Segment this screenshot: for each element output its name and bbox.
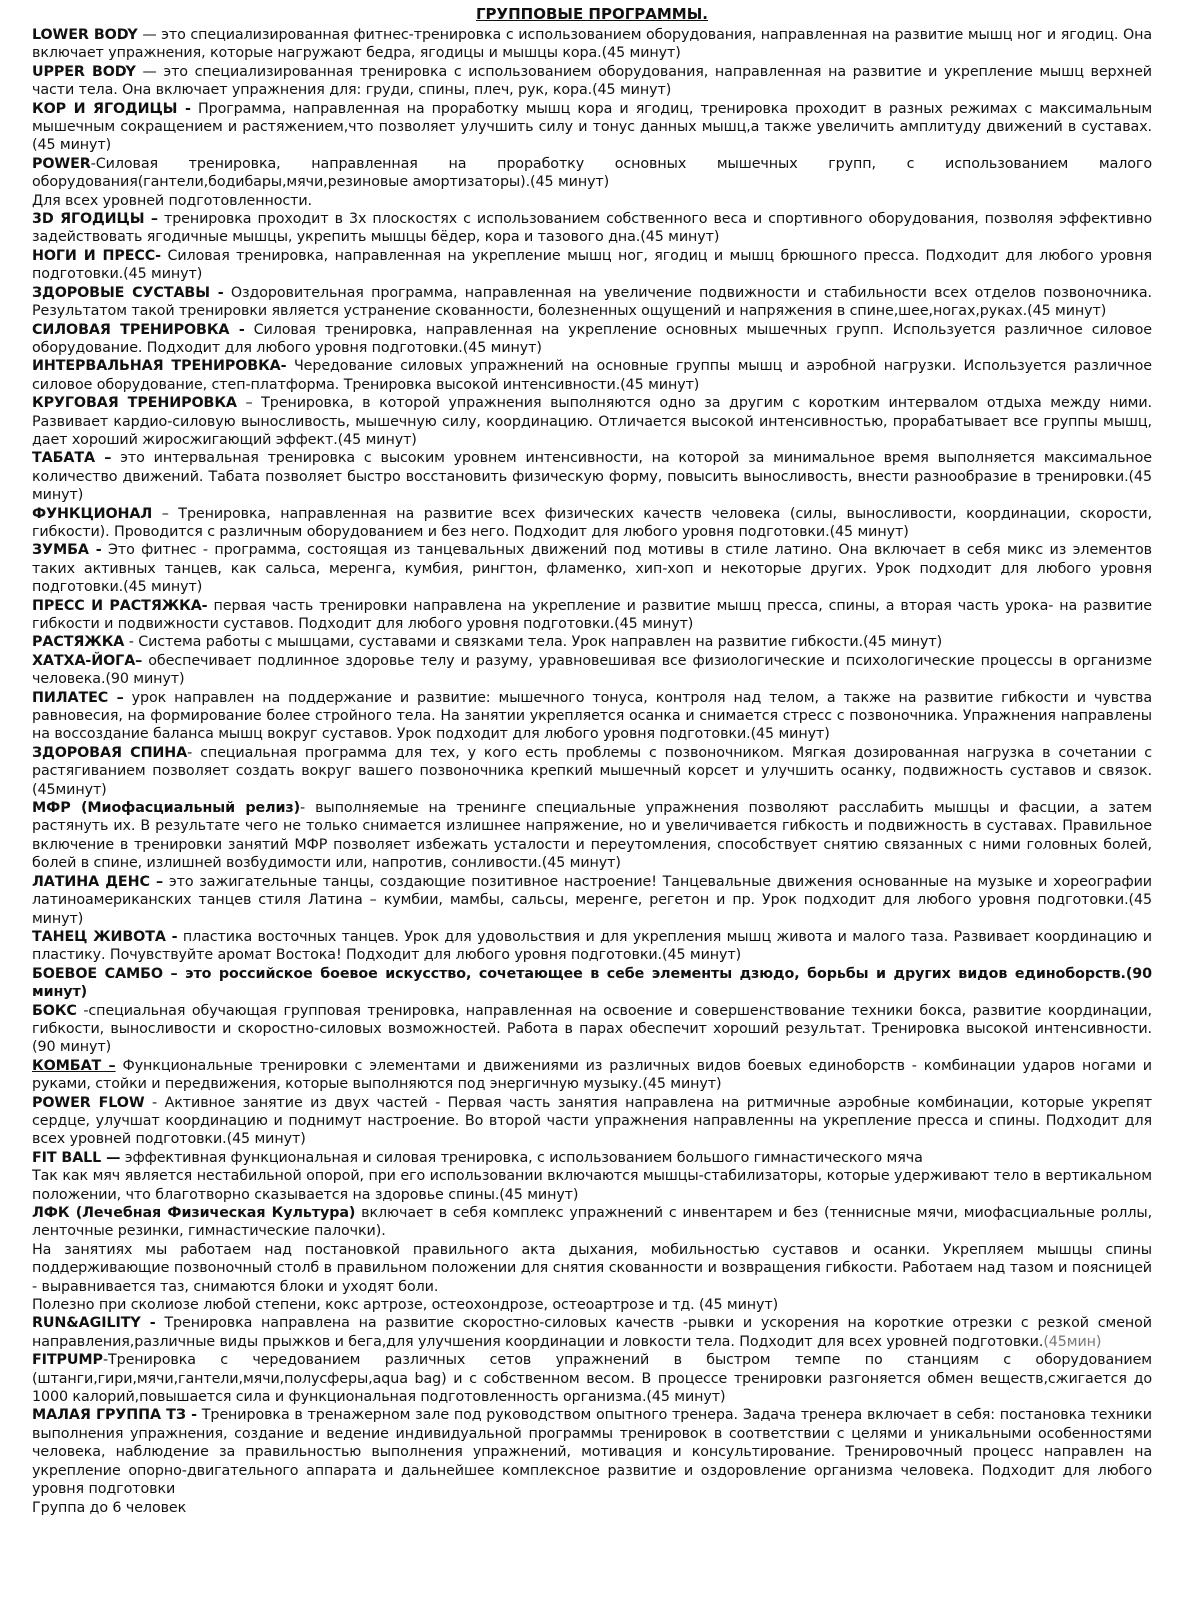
program-name: ПИЛАТЕС – <box>32 689 124 706</box>
program-note: Для всех уровней подготовленности. <box>32 192 312 209</box>
program-duration: (45мин) <box>1043 1333 1102 1350</box>
program-description: — это специализированная тренировка с использованием оборудования, направленная на развитие и укрепление мышц верхней части тела. Она включает упражнения для: груди, спины, плеч, рук, кора.(45 минут) <box>32 63 1152 99</box>
program-entry <box>32 1002 1152 1057</box>
program-name: МФР (Миофасциальный релиз) <box>32 800 301 817</box>
program-entry <box>32 799 1152 873</box>
program-description: Силовая тренировка, направленная на укрепление мышц ног, ягодиц и мышц брюшного пресса. Подходит для любого уровня подготовки.(45 минут) <box>32 247 1152 283</box>
program-entry <box>32 100 1152 155</box>
program-note: Полезно при сколиозе любой степени, кокс артрозе, остеохондрозе, остеоартрозе и тд. (45 минут) <box>32 1297 779 1314</box>
program-name: POWER <box>32 155 91 172</box>
program-description: пластика восточных танцев. Урок для удовольствия и для укрепления мышц живота и малого таза. Развивает координацию и пластику. Почувствуйте аромат Востока! Подходит для любого уровня подготовки.(45 минут) <box>32 928 1152 964</box>
program-name: ТАБАТА – <box>32 450 112 467</box>
program-entry <box>32 1204 1152 1314</box>
program-description: -Тренировка с чередованием различных сетов упражнений в быстром темпе по станциям с оборудованием (штанги,гири,мячи,гантели,мячи,полусферы,aqua bag) и с собственном весом. В процессе тренировки разгоняется обмен веществ,сжигается до 1000 калорий,повышается сила и функциональная подготовленность организма.(45 минут) <box>32 1352 1152 1406</box>
program-note: На занятиях мы работаем над постановкой правильного акта дыхания, мобильностью суставов и осанки. Укрепляем мышцы спины поддерживающие позвоночный столб в правильном положении для снятия скованности и возвращения гибкости. Работаем над тазом и поясницей - выравнивается таз, снимаются блоки и уходят боли. <box>32 1241 1152 1295</box>
program-entry <box>32 744 1152 799</box>
program-list <box>32 26 1152 1517</box>
program-entry <box>32 394 1152 449</box>
program-description: Функциональные тренировки с элементами и движениями из различных видов боевых единоборств - комбинации ударов ногами и руками, стойки и передвижения, которые выполняются под энергичную музыку.(45 минут) <box>32 1057 1152 1093</box>
program-description: -специальная обучающая групповая тренировка, направленная на освоение и совершенствование техники бокса, развитие координации, гибкости, выносливости и скоростно-силовых возможностей. Работа в парах обеспечит хороший результат. Тренировка высокой интенсивности.(90 минут) <box>32 1002 1152 1056</box>
program-name: FIT BALL — <box>32 1149 121 1166</box>
program-description: - выполняемые на тренинге специальные упражнения позволяют расслабить мышцы и фасции, а затем растянуть их. В результате чего не только снимается излишнее напряжение, но и увеличивается гибкость и подвижность в суставах. Правильное включение в тренировки занятий МФР позволяет избежать усталости и переутомления, способствует снятию связанных с ними головных болей, болей в спине, излишней возбудимости или, напротив, сонливости.(45 минут) <box>32 800 1152 872</box>
program-description: Оздоровительная программа, направленная на увеличение подвижности и стабильности всех отделов позвоночника. Результатом такой тренировки является устранение скованности, болезненных ощущений и напряжения в спине,шее,ногах,руках.(45 минут) <box>32 284 1153 320</box>
program-name: НОГИ И ПРЕСС- <box>32 247 161 264</box>
program-name: 3D ЯГОДИЦЫ – <box>32 211 158 228</box>
program-description: Программа, направленная на проработку мышц кора и ягодиц, тренировка проходит в разных режимах с максимальным мышечным сокращением и растяжением,что позволяет улучшить силу и тонус данных мышц,а также увеличить амплитуду движений в суставах.(45 минут) <box>32 100 1153 154</box>
program-name: ПРЕСС И РАСТЯЖКА- <box>32 597 208 614</box>
program-entry <box>32 357 1152 394</box>
program-entry <box>32 284 1152 321</box>
program-name: КОМБАТ – <box>32 1057 116 1074</box>
program-description: – Тренировка, направленная на развитие всех физических качеств человека (силы, выносливости, координации, скорости, гибкости). Проводится с различным оборудованием и без него. Подходит для любого уровня подготовки.(45 минут) <box>32 505 1152 540</box>
program-entry <box>32 449 1152 504</box>
program-entry <box>32 63 1152 100</box>
program-entry <box>32 652 1152 689</box>
program-description: — это специализированная фитнес-тренировка с использованием оборудования, направленная на развитие мышц ног и ягодиц. Она включает упражнения, которые нагружают бедра, ягодицы и мышцы кора.(45 минут) <box>32 27 1153 62</box>
program-description: первая часть тренировки направлена на укрепление и развитие мышц пресса, спины, а вторая часть урока- на развитие гибкости и подвижности суставов. Подходит для любого уровня подготовки.(45 минут) <box>32 597 1152 632</box>
program-description: -Силовая тренировка, направленная на проработку основных мышечных групп, с использованием малого оборудования(гантели,бодибары,мячи,резиновые амортизаторы).(45 минут) <box>32 155 1152 191</box>
program-entry <box>32 505 1152 542</box>
program-name: ТАНЕЦ ЖИВОТА - <box>32 928 178 945</box>
program-entry <box>32 597 1152 634</box>
program-name: РАСТЯЖКА <box>32 634 125 651</box>
program-entry <box>32 633 1152 651</box>
program-description: эффективная функциональная и силовая тренировка, с использованием большого гимнастического мяча <box>120 1149 923 1166</box>
program-entry <box>32 873 1152 928</box>
program-entry <box>32 26 1152 63</box>
program-entry <box>32 689 1152 744</box>
program-name: СИЛОВАЯ ТРЕНИРОВКА - <box>32 321 245 338</box>
program-entry <box>32 1406 1152 1516</box>
program-entry <box>32 155 1152 210</box>
program-entry <box>32 1057 1152 1094</box>
program-name: КОР И ЯГОДИЦЫ - <box>32 100 191 117</box>
program-entry <box>32 1351 1152 1406</box>
program-entry <box>32 928 1152 965</box>
program-name: БОЕВОЕ САМБО – <box>32 965 178 982</box>
program-description: Это фитнес - программа, состоящая из танцевальных движений под мотивы в стиле латино. Она включает в себя микс из элементов таких активных танцев, как сальса, меренга, кумбия, рингтон, фламенко, хип-хоп и некоторые других. Урок подходит для любого уровня подготовки.(45 минут) <box>32 542 1152 596</box>
program-description: Тренировка в тренажерном зале под руководством опытного тренера. Задача тренера включает в себя: постановка техники выполнения упражнения, создание и ведение индивидуальной программы тренировок в соответствии с целями и уникальными особенностями человека, наблюдение за правильностью выполнения упражнений, мотивация и консультирование. Тренировочный процесс направлен на укрепление опорно-двигательного аппарата и дальнейшее комплексное развитие и оздоровление организма человека. Подходит для любого уровня подготовки <box>32 1407 1152 1498</box>
program-description: – Тренировка, в которой упражнения выполняются одно за другим с коротким интервалом отдыха между ними. Развивает кардио-силовую выносливость, мышечную силу, координацию. Отличается высокой интенсивностью, прорабатывает все группы мышц, дает хороший жиросжигающий эффект.(45 минут) <box>32 395 1152 448</box>
program-entry <box>32 247 1152 284</box>
program-name: МАЛАЯ ГРУППА ТЗ - <box>32 1407 197 1424</box>
program-description: Чередование силовых упражнений на основные группы мышц и аэробной нагрузки. Используется различное силовое оборудование, степ-платформа. Тренировка высокой интенсивности.(45 минут) <box>32 358 1152 393</box>
program-name: ЗУМБА - <box>32 542 102 559</box>
program-description: - Система работы с мышцами, суставами и связками тела. Урок направлен на развитие гибкости.(45 минут) <box>124 634 943 651</box>
program-description: тренировка проходит в 3х плоскостях с использованием собственного веса и спортивного оборудования, позволяя эффективно задействовать ягодичные мышцы, укрепить мышцы бёдер, кора и тазового дна.(45 минут) <box>32 211 1152 246</box>
program-description: это российское боевое искусство, сочетающее в себе элементы дзюдо, борьбы и других видов единоборств.(90 минут) <box>32 965 1152 1001</box>
program-description: это зажигательные танцы, создающие позитивное настроение! Танцевальные движения основанные на музыке и хореографии латиноамериканских танцев стиля Латина – кумбии, мамбы, сальсы, меренге, регетон и пр. Урок подходит для любого уровня подготовки.(45 минут) <box>32 873 1152 927</box>
program-name: UPPER BODY <box>32 63 136 80</box>
program-description: обеспечивает подлинное здоровье телу и разуму, уравновешивая все физиологические и психологические процессы в организме человека.(90 минут) <box>32 652 1152 688</box>
program-name: POWER FLOW <box>32 1094 145 1111</box>
program-description: Силовая тренировка, направленная на укрепление основных мышечных групп. Используется различное силовое оборудование. Подходит для любого уровня подготовки.(45 минут) <box>32 321 1152 356</box>
program-name: ФУНКЦИОНАЛ <box>32 505 153 522</box>
program-entry <box>32 965 1152 1002</box>
program-name: ЗДОРОВЫЕ СУСТАВЫ - <box>32 284 224 301</box>
program-name: ЛФК (Лечебная Физическая Культура) <box>32 1205 356 1221</box>
program-description: - специальная программа для тех, у кого есть проблемы с позвоночником. Мягкая дозированная нагрузка в сочетании с растягиванием позволяет создать вокруг вашего позвоночника крепкий мышечный корсет и улучшить осанку, подвижность суставов и связок. (45минут) <box>32 744 1152 798</box>
program-note: Так как мяч является нестабильной опорой, при его использовании включаются мышцы-стабилизаторы, которые удерживают тело в вертикальном положении, что благотворно сказывается на здоровье спины.(45 минут) <box>32 1168 1152 1203</box>
program-name: ЛАТИНА ДЕНС – <box>32 873 164 890</box>
document-title: ГРУППОВЫЕ ПРОГРАММЫ. <box>476 5 708 23</box>
program-description: включает в себя комплекс упражнений с инвентарем и без (теннисные мячи, миофасциальные роллы, ленточные резинки, гимнастические палочки). <box>32 1205 1153 1240</box>
program-entry <box>32 1094 1152 1149</box>
program-name: ЗДОРОВАЯ СПИНА <box>32 744 188 761</box>
program-name: LOWER BODY <box>32 27 138 43</box>
program-entry <box>32 321 1152 358</box>
program-entry <box>32 1149 1152 1204</box>
program-description: это интервальная тренировка с высоким уровнем интенсивности, на которой за минимальное время выполняется максимальное количество движений. Табата позволяет быстро восстановить физическую форму, повысить выносливость, внести разнообразие в тренировки.(45 минут) <box>32 450 1152 504</box>
program-name: ИНТЕРВАЛЬНАЯ ТРЕНИРОВКА- <box>32 358 287 375</box>
program-entry <box>32 210 1152 247</box>
program-name: КРУГОВАЯ ТРЕНИРОВКА <box>32 395 237 412</box>
program-note: Группа до 6 человек <box>32 1499 187 1516</box>
program-description: Тренировка направлена на развитие скоростно-силовых качеств -рывки и ускорения на короткие отрезки с резкой сменой направления,различные виды прыжков и бега,для улучшения координации и ловкости тела. Подходит для всех уровней подготовки. <box>32 1315 1152 1350</box>
program-entry <box>32 1314 1152 1351</box>
program-name: ХАТХА-ЙОГА– <box>32 652 143 669</box>
program-name: FITPUMP <box>32 1352 103 1369</box>
program-description: урок направлен на поддержание и развитие: мышечного тонуса, контроля над телом, а также на развитие гибкости и чувства равновесия, на формирование более стройного тела. На занятии укрепляется осанка и снимается стресс с позвоночника. Упражнения направлены на воссоздание баланса мышц вокруг суставов. Урок подходит для любого уровня подготовки.(45 минут) <box>32 689 1152 743</box>
program-name: БОКС <box>32 1002 77 1019</box>
program-description: - Активное занятие из двух частей - Первая часть занятия направлена на ритмичные аэробные комбинации, которые укрепят сердце, улучшат координацию и поднимут настроение. Во второй части упражнения направленны на укрепление пресса и спины. Подходит для всех уровней подготовки.(45 минут) <box>32 1094 1153 1148</box>
program-entry <box>32 541 1152 596</box>
program-name: RUN&AGILITY - <box>32 1315 156 1332</box>
